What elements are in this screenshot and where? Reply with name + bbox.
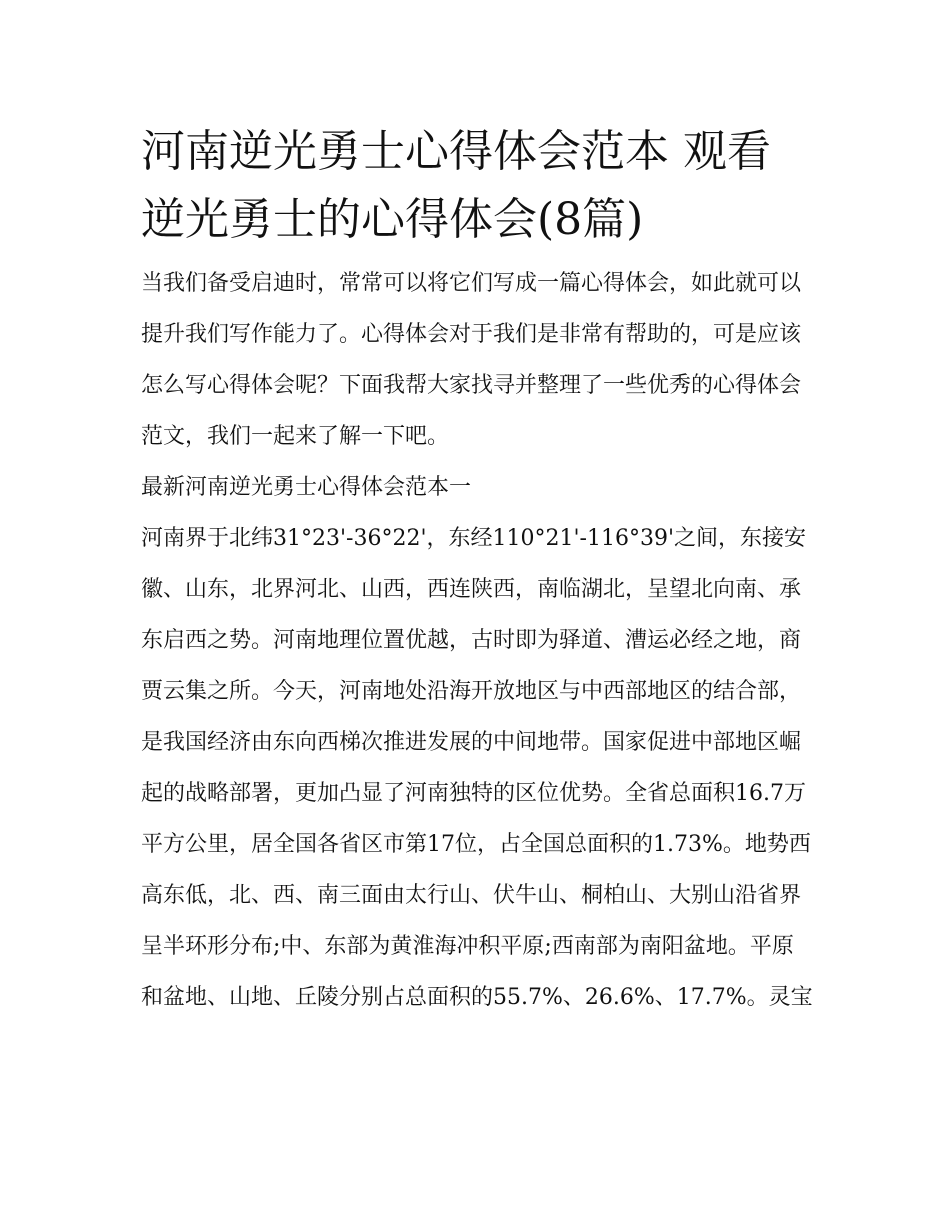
- document-title: 河南逆光勇士心得体会范本 观看逆光勇士的心得体会(8篇): [141, 126, 771, 245]
- section-heading: 最新河南逆光勇士心得体会范本一: [141, 475, 472, 500]
- intro-paragraph: 当我们备受启迪时，常常可以将它们写成一篇心得体会，如此就可以提升我们写作能力了。心得体会对于我们是非常有帮助的，可是应该怎么写心得体会呢？下面我帮大家找寻并整理了一些优秀的心得体会范文，我们一起来了解一下吧。: [141, 271, 802, 449]
- section-paragraph: 河南界于北纬31°23'-36°22'，东经110°21'-116°39'之间，东接安徽、山东，北界河北、山西，西连陕西，南临湖北，呈望北向南、承东启西之势。河南地理位置优越，古时即为驿道、漕运必经之地，商贾云集之所。今天，河南地处沿海开放地区与中西部地区的结合部，是我国经济由东向西梯次推进发展的中间地带。国家促进中部地区崛起的战略部署，更加凸显了河南独特的区位优势。全省总面积16.7万平方公里，居全国各省区市第17位，占全国总面积的1.73%。地势西高东低，北、西、南三面由太行山、伏牛山、桐柏山、大别山沿省界呈半环形分布;中、东部为黄淮海冲积平原;西南部为南阳盆地。平原和盆地、山地、丘陵分别占总面积的55.7%、26.6%、17.7%。灵宝: [141, 526, 813, 1010]
- document-content: [141, 118, 813, 1023]
